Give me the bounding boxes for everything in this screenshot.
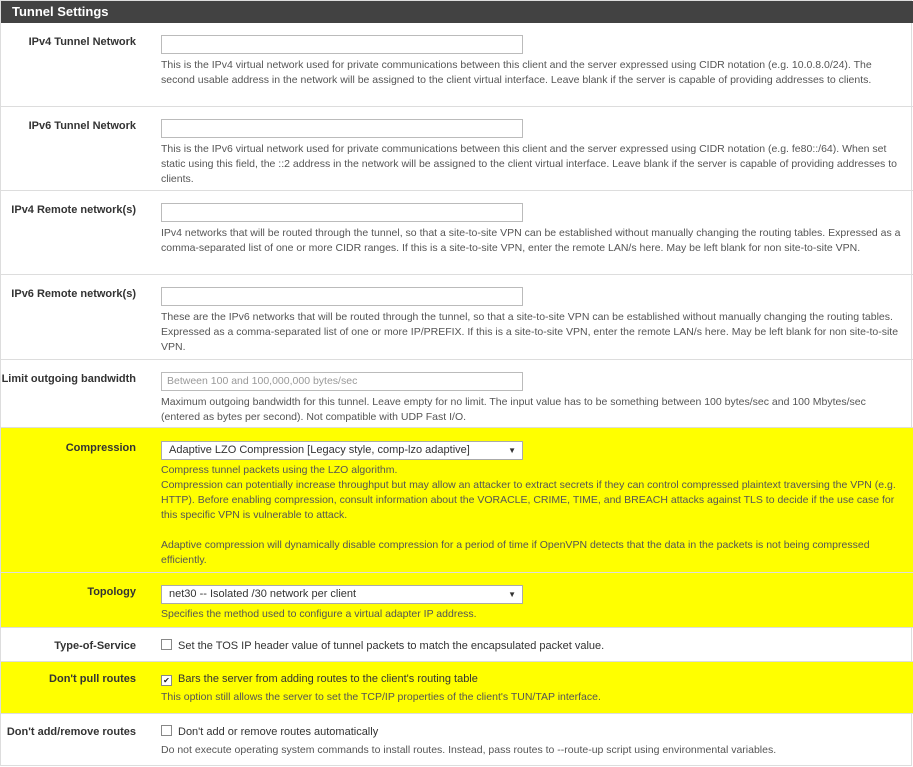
chevron-down-icon: ▼ xyxy=(508,446,516,455)
compression-label: Compression xyxy=(65,442,136,454)
dont-add-remove-routes-option xyxy=(161,725,378,739)
row-dont-add-remove-routes xyxy=(1,714,913,766)
compression-help-adaptive: Adaptive compression will dynamically disable compression for a period of time if OpenVPN detects that the data in the packets is not being compressed efficiently. xyxy=(161,539,870,566)
ipv4-remote-networks-label: IPv4 Remote network(s) xyxy=(11,204,136,216)
row-topology xyxy=(1,573,913,628)
ipv4-tunnel-network-input[interactable] xyxy=(161,35,523,54)
type-of-service-check-label[interactable]: Set the TOS IP header value of tunnel packets to match the encapsulated packet value. xyxy=(178,640,605,652)
dont-add-remove-routes-check-label[interactable]: Don't add or remove routes automatically xyxy=(178,726,379,738)
dont-pull-routes-help: This option still allows the server to set the TCP/IP properties of the client's TUN/TAP interface. xyxy=(161,691,601,703)
dont-add-remove-routes-checkbox[interactable] xyxy=(161,725,172,736)
row-limit-outgoing-bandwidth xyxy=(1,360,913,428)
type-of-service-option xyxy=(161,639,604,653)
ipv6-tunnel-network-label: IPv6 Tunnel Network xyxy=(28,120,136,132)
row-ipv6-tunnel-network xyxy=(1,107,913,191)
compression-help-summary: Compress tunnel packets using the LZO algorithm. xyxy=(161,464,398,476)
type-of-service-label: Type-of-Service xyxy=(54,640,136,652)
ipv6-remote-networks-label: IPv6 Remote network(s) xyxy=(11,288,136,300)
dont-pull-routes-option xyxy=(161,672,478,686)
row-ipv4-tunnel-network xyxy=(1,23,913,107)
row-dont-pull-routes xyxy=(1,662,913,714)
ipv4-tunnel-network-help: This is the IPv4 virtual network used for private communications between this client and the server expressed using CIDR notation (e.g. 10.0.8.0/24). The second usable address in the network will be assigned to the client virtual interface. Leave blank if the server is capable of providing addresses to clients. xyxy=(161,59,872,86)
chevron-down-icon: ▼ xyxy=(508,590,516,599)
row-ipv6-remote-networks xyxy=(1,275,913,360)
ipv4-tunnel-network-label: IPv4 Tunnel Network xyxy=(28,36,136,48)
topology-label: Topology xyxy=(87,586,136,598)
limit-outgoing-bandwidth-label: Limit outgoing bandwidth xyxy=(1,373,136,385)
ipv6-remote-networks-help: These are the IPv6 networks that will be routed through the tunnel, so that a site-to-site VPN can be established without manually changing the routing tables. Expressed as a comma-separated list of one or more IP/PREFIX. If this is a site-to-site VPN, enter the remote LAN/s here. May be left blank for non site-to-site VPN. xyxy=(161,311,899,353)
dont-add-remove-routes-label: Don't add/remove routes xyxy=(6,726,136,738)
topology-selected-value: net30 -- Isolated /30 network per client xyxy=(169,588,357,600)
compression-help-warning: Compression can potentially increase throughput but may allow an attacker to extract secrets if they can control compressed plaintext traversing the VPN (e.g. HTTP). Before enabling compression, consult information about the VORACLE, CRIME, TIME, and BREACH attacks against TLS to decide if the use case for this specific VPN is vulnerable to attack. xyxy=(161,479,896,521)
topology-help: Specifies the method used to configure a virtual adapter IP address. xyxy=(161,608,477,620)
limit-outgoing-bandwidth-help: Maximum outgoing bandwidth for this tunnel. Leave empty for no limit. The input value has to be something between 100 bytes/sec and 100 Mbytes/sec (entered as bytes per second). Not compatible with UDP Fast I/O. xyxy=(161,396,866,423)
ipv6-tunnel-network-help: This is the IPv6 virtual network used for private communications between this client and the server expressed using CIDR notation (e.g. fe80::/64). When set static using this field, the ::2 address in the network will be assigned to the client virtual interface. Leave blank if the server is capable of providing addresses to clients. xyxy=(161,143,897,185)
dont-pull-routes-label: Don't pull routes xyxy=(49,673,136,685)
ipv4-remote-networks-help: IPv4 networks that will be routed through the tunnel, so that a site-to-site VPN can be established without manually changing the routing tables. Expressed as a comma-separated list of one or more CIDR ranges. If this is a site-to-site VPN, enter the remote LAN/s here. May be left blank for non site-to-site VPN. xyxy=(161,227,901,254)
limit-outgoing-bandwidth-input[interactable]: Between 100 and 100,000,000 bytes/sec xyxy=(161,372,523,391)
dont-add-remove-routes-help: Do not execute operating system commands to install routes. Instead, pass routes to --route-up script using environmental variables. xyxy=(161,744,777,756)
topology-select[interactable] xyxy=(161,585,523,604)
dont-pull-routes-checkbox[interactable]: ✔ xyxy=(161,675,172,686)
row-ipv4-remote-networks xyxy=(1,191,913,275)
type-of-service-checkbox[interactable] xyxy=(161,639,172,650)
ipv6-tunnel-network-input[interactable] xyxy=(161,119,523,138)
ipv6-remote-networks-input[interactable] xyxy=(161,287,523,306)
compression-selected-value: Adaptive LZO Compression [Legacy style, comp-lzo adaptive] xyxy=(169,444,470,456)
dont-pull-routes-check-label[interactable]: Bars the server from adding routes to the client's routing table xyxy=(178,673,478,685)
ipv4-remote-networks-input[interactable] xyxy=(161,203,523,222)
panel-title: Tunnel Settings xyxy=(1,1,913,23)
row-type-of-service xyxy=(1,628,913,662)
row-compression xyxy=(1,428,913,573)
compression-select[interactable] xyxy=(161,441,523,460)
